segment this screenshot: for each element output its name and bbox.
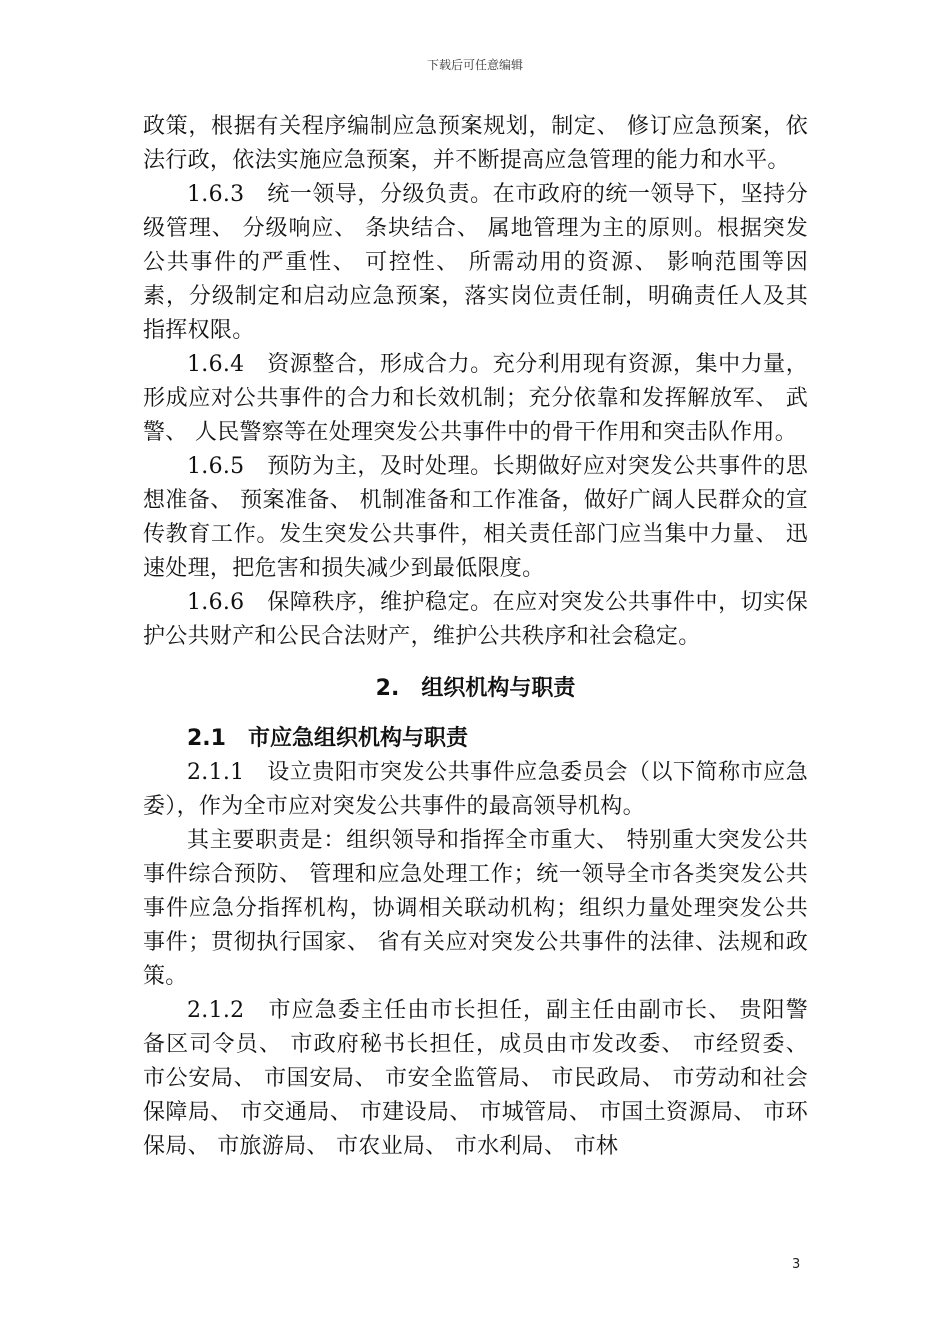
paragraph-1-6-3: 1.6.3 统一领导，分级负责。在市政府的统一领导下，坚持分级管理、 分级响应、 条块结合、 属地管理为主的原则。根据突发公共事件的严重性、 可控性、 所需动用的资源、 影响范围等因素，分级制定和启动应急预案，落实岗位责任制，明确责任人及其指挥权限。 [143,182,808,343]
paragraph-continuation: 政策，根据有关程序编制应急预案规划，制定、 修订应急预案，依法行政，依法实施应急预案，并不断提高应急管理的能力和水平。 [143,114,808,173]
page-number: 3 [792,1257,801,1272]
paragraph-2-1-1: 2.1.1 设立贵阳市突发公共事件应急委员会（以下简称市应急委），作为全市应对突发公共事件的最高领导机构。 [143,760,808,819]
page-header: 下载后可任意编辑 [426,58,523,72]
subsection-heading: 2.1 市应急组织机构与职责 [187,726,468,751]
paragraph-2-1-2: 2.1.2 市应急委主任由市长担任，副主任由副市长、 贵阳警备区司令员、 市政府秘书长担任，成员由市发改委、 市经贸委、 市公安局、 市国安局、 市安全监管局、 市民政局、 市劳动和社会保障局、 市交通局、 市建设局、 市城管局、 市国土资源局、 市环保局、 市旅游局、 市农业局、 市水利局、 市林 [143,998,808,1159]
document-body [143,110,808,1164]
paragraph-1-6-4: 1.6.4 资源整合，形成合力。充分利用现有资源，集中力量， 形成应对公共事件的合力和长效机制；充分依靠和发挥解放军、 武警、 人民警察等在处理突发公共事件中的骨干作用和突击队作用。 [143,352,808,445]
section-heading: 2. 组织机构与职责 [375,676,576,701]
paragraph-duties: 其主要职责是：组织领导和指挥全市重大、 特别重大突发公共事件综合预防、 管理和应急处理工作；统一领导全市各类突发公共事件应急分指挥机构，协调相关联动机构；组织力量处理突发公共事件；贯彻执行国家、 省有关应对突发公共事件的法律、法规和政策。 [143,828,808,989]
paragraph-1-6-6: 1.6.6 保障秩序，维护稳定。在应对突发公共事件中，切实保护公共财产和公民合法财产，维护公共秩序和社会稳定。 [143,590,808,649]
paragraph-1-6-5: 1.6.5 预防为主，及时处理。长期做好应对突发公共事件的思想准备、 预案准备、 机制准备和工作准备，做好广阔人民群众的宣传教育工作。发生突发公共事件，相关责任部门应当集中力量、 迅速处理，把危害和损失减少到最低限度。 [143,454,808,581]
